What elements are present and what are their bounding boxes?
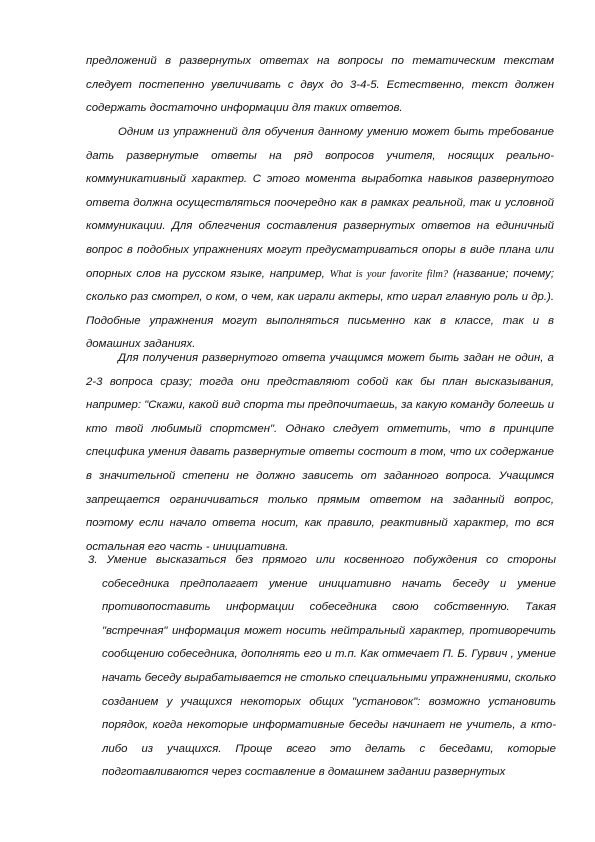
paragraph-3-block	[86, 347, 554, 559]
paragraph-2	[86, 121, 554, 357]
paragraph-1: предложений в развернутых ответах на вопросы по тематическим текстам следует постепенно увеличивать с двух до 3-4-5. Естественно, текст должен содержать достаточно информации для таких ответов.	[86, 55, 554, 115]
paragraph-2-part-b: (название; почему; сколько раз смотрел, о ком, о чем, как играли актеры, кто играл главную роль и др.). Подобные упражнения могут выполняться письменно как в классе, так и в домашних заданиях.	[86, 267, 554, 351]
english-example: What is your favorite film?	[329, 268, 449, 280]
paragraph-1-block	[86, 50, 554, 121]
paragraph-3: Для получения развернутого ответа учащимся может быть задан не один, а 2-3 вопроса сразу; тогда они представляют собой как бы план высказывания, например: "Скажи, какой вид спорта ты предпочитаешь, за какую команду болеешь и кто твой любимый спортсмен". Однако следует отметить, что в принципе специфика умения давать развернутые ответы состоит в том, что их содержание в значительной степени не должно зависеть от заданного вопроса. Учащимся запрещается ограничиваться только прямым ответом на заданный вопрос, поэтому если начало ответа носит, как правило, реактивный характер, то вся остальная его часть - инициативна.	[86, 352, 554, 553]
paragraph-2-block	[86, 121, 554, 357]
paragraph-4: 3. Умение высказаться без прямого или косвенного побуждения со стороны собеседника предполагает умение инициативно начать беседу и умение противопоставить информации собеседника свою собственную. Такая "встречная" информация может носить нейтральный характер, противоречить сообщению собеседника, дополнять его и т.п. Как отмечает П. Б. Гурвич , умение начать беседу вырабатывается не столько специальными упражнениями, сколько созданием у учащихся некоторых общих "установок": возможно установить порядок, когда некоторые информативные беседы начинает не учитель, а кто-либо из учащихся. Проще всего это делать с беседами, которые подготавливаются через составление в домашнем задании развернутых	[88, 554, 556, 779]
paragraph-2-part-a: Одним из упражнений для обучения данному умению может быть требование дать развернутые ответы на ряд вопросов учителя, носящих реально-коммуникативный характер. С этого момента выработка навыков развернутого ответа должна осуществляться поочередно как в рамках реальной, так и условной коммуникации. Для облегчения составления развернутых ответов на единичный вопрос в подобных упражнениях могут предусматриваться опоры в виде плана или опорных слов на русском языке, например,	[86, 126, 554, 280]
paragraph-4-block	[88, 549, 556, 785]
